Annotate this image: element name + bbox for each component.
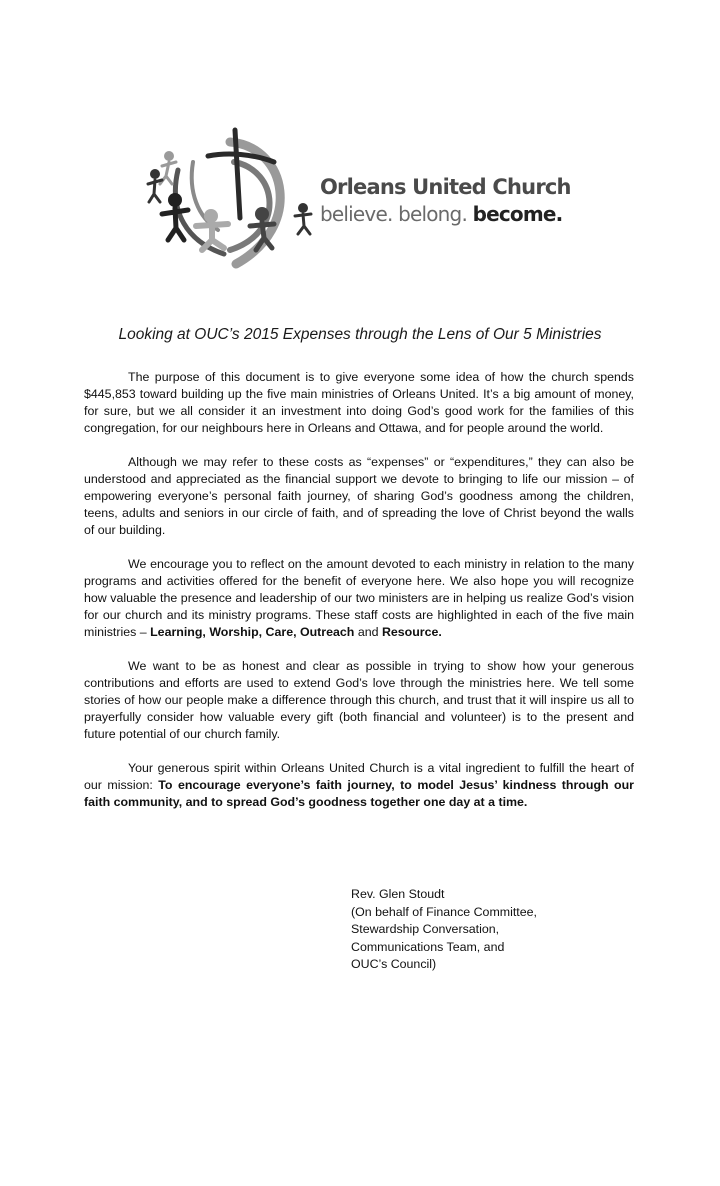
mission-statement: To encourage everyone’s faith journey, to model Jesus’ kindness through our faith community, and to spread God’s goodness together one day at a time. bbox=[84, 778, 634, 809]
paragraph-expenses: Although we may refer to these costs as “expenses” or “expenditures,” they can also be understood and appreciated as the financial support we devote to bringing to life our mission – of empowering everyone’s personal faith journey, of sharing God’s goodness among the children, teens, adults and seniors in our circle of faith, and of spreading the love of Christ beyond the walls of our building. bbox=[84, 455, 634, 537]
ministries-and: and bbox=[354, 625, 382, 639]
tagline-part-1: believe. belong. bbox=[320, 202, 467, 226]
paragraph-honesty: We want to be as honest and clear as possible in trying to show how your generous contributions and efforts are used to extend God’s love through the ministries here. We tell some stories of how our people make a difference through this church, and trust that it will inspire us all to prayerfully consider how valuable every gift (both financial and volunteer) is to the present and future potential of our church family. bbox=[84, 659, 634, 741]
paragraph-purpose: The purpose of this document is to give everyone some idea of how the church spends $445,853 toward building up the five main ministries of Orleans United. It’s a big amount of money, for sure, but we all consider it an investment into doing God’s good work for the families of this congregation, for our neighbours here in Orleans and Ottawa, and for people around the world. bbox=[84, 370, 634, 435]
ministries-text: We encourage you to reflect on the amount devoted to each ministry in relation to the many programs and activities offered for the benefit of everyone here. We also hope you will recognize how valuable the presence and leadership of our two ministers are in helping us realize God’s vision for our church and its ministry programs. These staff costs are highlighted in each of the five main ministries – bbox=[84, 557, 634, 639]
ministries-resource: Resource. bbox=[381, 625, 442, 639]
church-name: Orleans United Church bbox=[320, 175, 571, 199]
signature-block bbox=[351, 886, 537, 974]
paragraph-ministries bbox=[84, 556, 634, 641]
church-logo-graphic bbox=[138, 122, 318, 282]
church-logo bbox=[138, 122, 578, 282]
paragraph-mission bbox=[84, 760, 634, 811]
signature-line-2: (On behalf of Finance Committee, bbox=[351, 904, 537, 919]
church-tagline bbox=[320, 202, 562, 226]
signature-line-3: Stewardship Conversation, bbox=[351, 922, 500, 936]
document-body bbox=[84, 369, 634, 828]
signature-line-4: Communications Team, and bbox=[351, 939, 505, 954]
ministries-list: Learning, Worship, Care, Outreach bbox=[150, 625, 355, 639]
document-title: Looking at OUC’s 2015 Expenses through the Lens of Our 5 Ministries bbox=[118, 326, 602, 343]
signature-line-5: OUC’s Council) bbox=[351, 957, 437, 971]
signature-name: Rev. Glen Stoudt bbox=[351, 887, 445, 901]
tagline-part-2: become. bbox=[472, 202, 563, 226]
mission-intro: Your generous spirit within Orleans United Church is a vital ingredient to fulfill the heart of our mission: bbox=[84, 761, 634, 792]
